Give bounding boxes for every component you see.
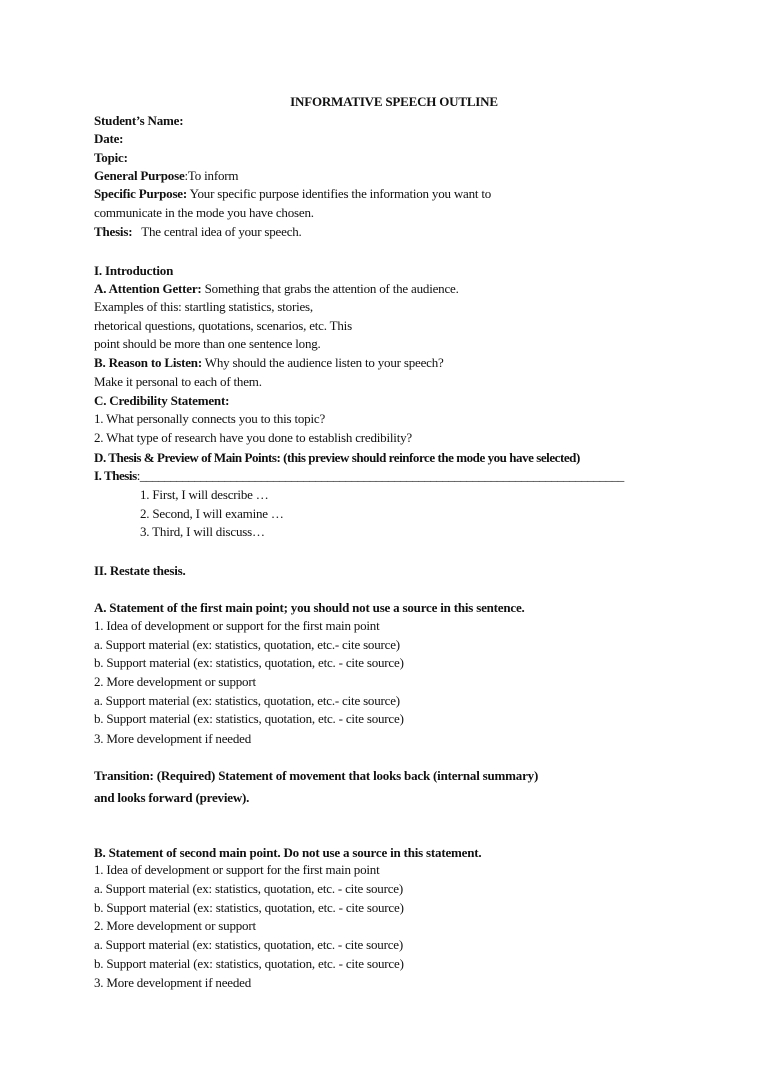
topic-label: Topic:: [94, 150, 128, 165]
point-a-line-2: a. Support material (ex: statistics, quotation, etc.- cite source): [94, 637, 400, 652]
date-label: Date:: [94, 131, 124, 146]
attention-getter-line-4: point should be more than one sentence long.: [94, 336, 321, 351]
point-a-line-4: 2. More development or support: [94, 674, 256, 689]
point-b-line-3: b. Support material (ex: statistics, quotation, etc. - cite source): [94, 900, 404, 915]
point-a-line-3: b. Support material (ex: statistics, quotation, etc. - cite source): [94, 655, 404, 670]
point-b-line-1: 1. Idea of development or support for the first main point: [94, 862, 380, 877]
preview-item-3: 3. Third, I will discuss…: [140, 524, 265, 539]
specific-purpose-line: Specific Purpose: Your specific purpose identifies the information you want to: [94, 186, 492, 201]
point-b-line-2: a. Support material (ex: statistics, quotation, etc. - cite source): [94, 881, 403, 896]
attention-getter-line-3: rhetorical questions, quotations, scenarios, etc. This: [94, 318, 352, 333]
student-name-label: Student’s Name:: [94, 113, 184, 128]
thesis-blank-line: I. Thesis:________________________________________________________________________________: [94, 468, 624, 483]
specific-purpose-line-2: communicate in the mode you have chosen.: [94, 205, 314, 220]
introduction-heading: I. Introduction: [94, 263, 174, 278]
page-title: INFORMATIVE SPEECH OUTLINE: [290, 94, 498, 109]
general-purpose-line: General Purpose:To inform: [94, 168, 239, 183]
reason-to-listen-line: B. Reason to Listen: Why should the audience listen to your speech?: [94, 355, 444, 370]
thesis-line: Thesis: The central idea of your speech.: [94, 224, 302, 239]
point-a-line-5: a. Support material (ex: statistics, quotation, etc.- cite source): [94, 693, 400, 708]
point-a-line-7: 3. More development if needed: [94, 731, 252, 746]
credibility-item-1: 1. What personally connects you to this topic?: [94, 411, 326, 426]
transition-line-2: and looks forward (preview).: [94, 790, 250, 805]
preview-heading: D. Thesis & Preview of Main Points: (this preview should reinforce the mode you have selected): [94, 450, 580, 465]
point-a-heading: A. Statement of the first main point; you should not use a source in this sentence.: [94, 600, 525, 615]
point-a-line-6: b. Support material (ex: statistics, quotation, etc. - cite source): [94, 711, 404, 726]
attention-getter-line-2: Examples of this: startling statistics, stories,: [94, 299, 313, 314]
point-b-line-4: 2. More development or support: [94, 918, 256, 933]
attention-getter-line: A. Attention Getter: Something that grabs the attention of the audience.: [94, 281, 459, 296]
point-b-heading: B. Statement of second main point. Do not use a source in this statement.: [94, 845, 482, 860]
credibility-item-2: 2. What type of research have you done to establish credibility?: [94, 430, 412, 445]
transition-line-1: Transition: (Required) Statement of movement that looks back (internal summary): [94, 768, 539, 783]
restate-heading: II. Restate thesis.: [94, 563, 186, 578]
preview-item-2: 2. Second, I will examine …: [140, 506, 284, 521]
point-b-line-7: 3. More development if needed: [94, 975, 252, 990]
credibility-heading: C. Credibility Statement:: [94, 393, 230, 408]
point-a-line-1: 1. Idea of development or support for the first main point: [94, 618, 380, 633]
reason-to-listen-line-2: Make it personal to each of them.: [94, 374, 262, 389]
point-b-line-6: b. Support material (ex: statistics, quotation, etc. - cite source): [94, 956, 404, 971]
point-b-line-5: a. Support material (ex: statistics, quotation, etc. - cite source): [94, 937, 403, 952]
preview-item-1: 1. First, I will describe …: [140, 487, 269, 502]
